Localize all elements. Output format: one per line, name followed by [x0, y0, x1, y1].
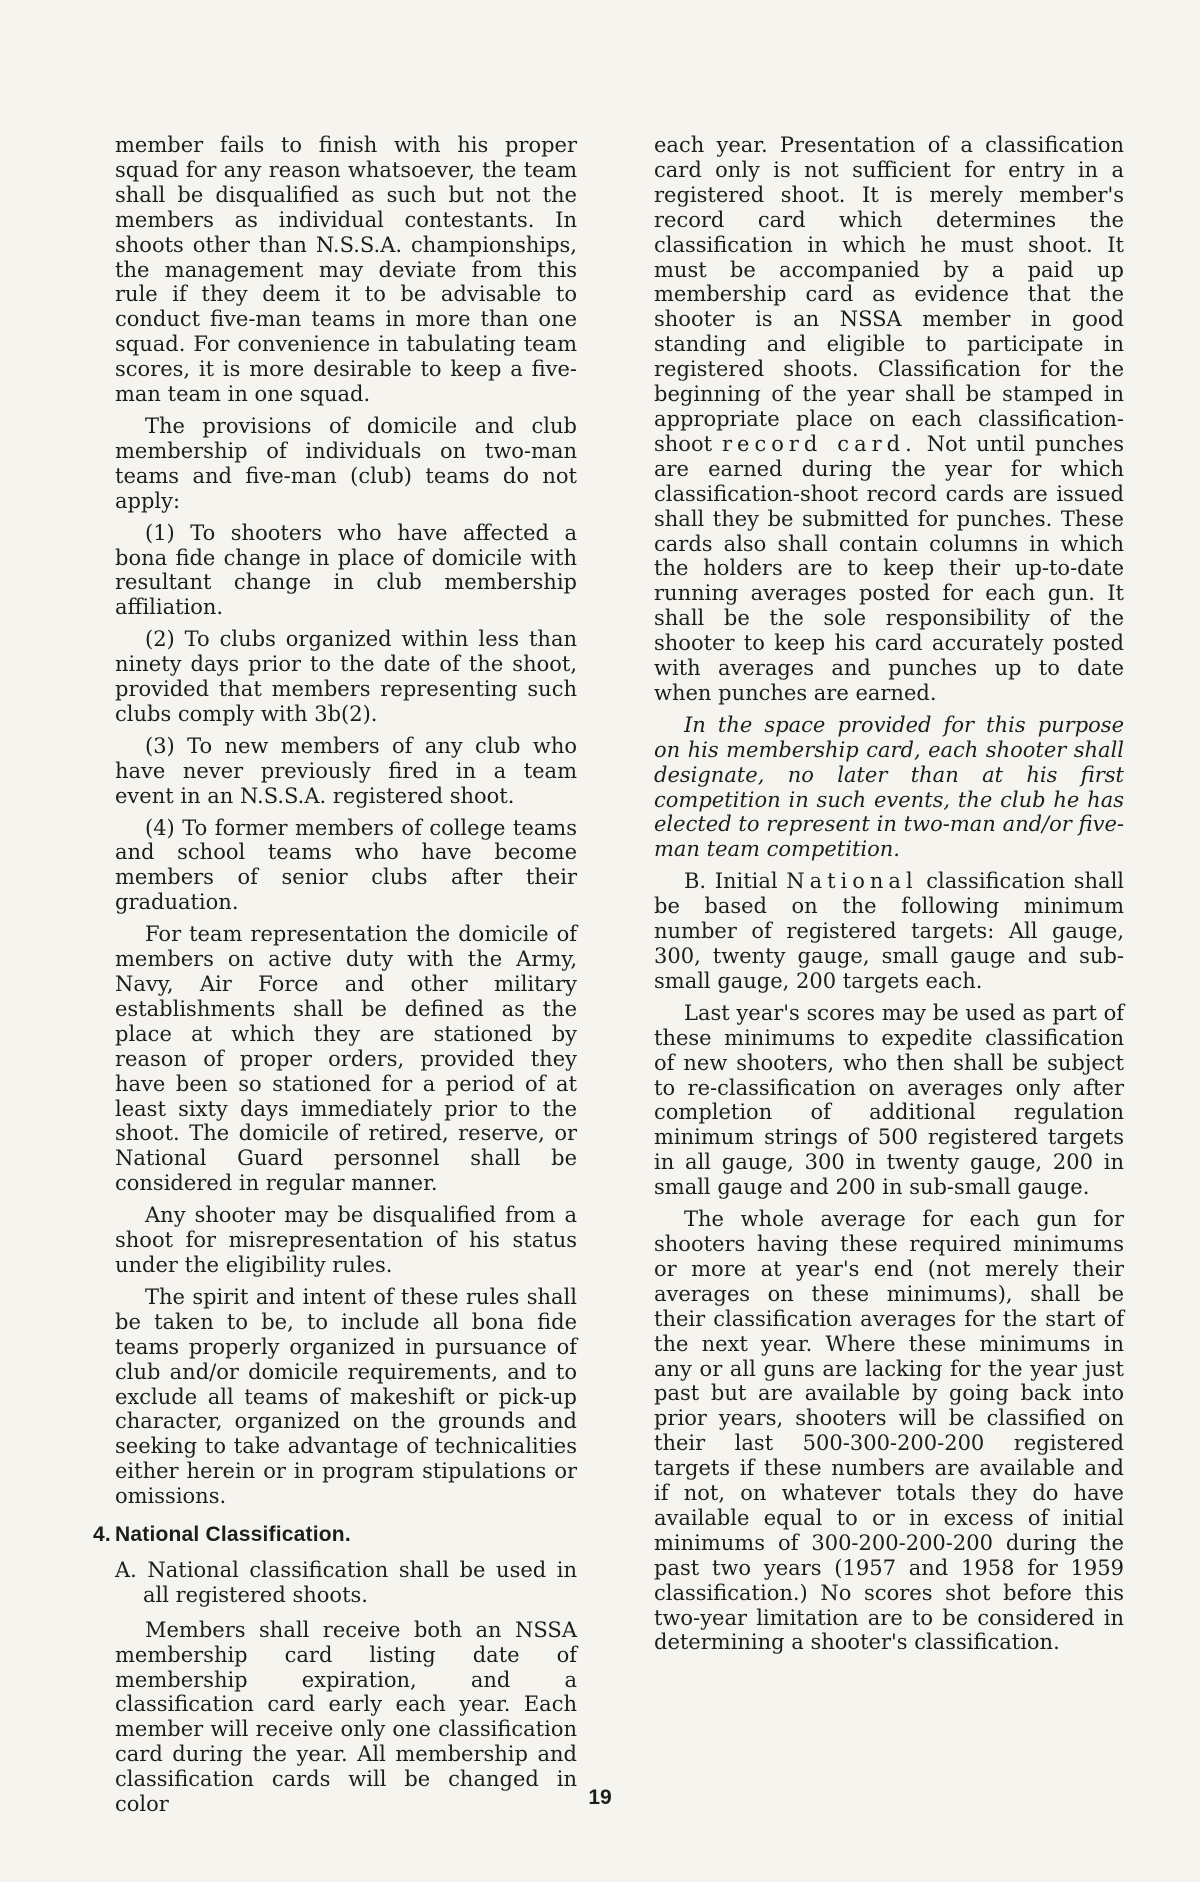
paragraph: Members shall receive both an NSSA membership card listing date of membership expiration, and a classification card early each year. Each member will receive only one classification card during the year. All membership and classification cards will be changed in color [115, 1617, 577, 1817]
paragraph: member fails to finish with his proper squad for any reason whatsoever, the team shall be disqualified as such but not the members as individual contestants. In shoots other than N.S.S.A. championships, the management may deviate from this rule if they deem it to be advisable to conduct five-man teams in more than one squad. For convenience in tabulating team scores, it is more desirable to keep a five-man team in one squad. [115, 133, 577, 407]
paragraph: The whole average for each gun for shooters having these required minimums or more at year's end (not merely their averages on these minimums), shall be their classification averages for the start of the next year. Where these minimums in any or all guns are lacking for the year just past but are available by going back into prior years, shooters will be classified on their last 500-300-200-200 registered targets if these numbers are available and if not, on whatever totals they do have available equal to or in excess of initial minimums of 300-200-200-200 during the past two years (1957 and 1958 for 1959 classification.) No scores shot before this two-year limitation are to be considered in determining a shooter's classification. [654, 1207, 1124, 1655]
paragraph: The provisions of domicile and club membership of individuals on two-man teams and five-man (club) teams do not apply: [115, 413, 577, 513]
left-column [93, 133, 577, 1824]
paragraph: (3) To new members of any club who have never previously fired in a team event in an N.S.S.A. registered shoot. [115, 733, 577, 808]
paragraph: (4) To former members of college teams and school teams who have become members of senior clubs after their graduation. [115, 815, 577, 915]
text-run: Not until punches are earned during the year for which classification-shoot record cards are issued shall they be submitted for punches. These cards also shall contain columns in which the holders are to keep their up-to-date running averages posted for each gun. It shall be the sole responsibility of the shooter to keep his card accurately posted with averages and punches up to date when punches are earned. [654, 431, 1124, 705]
paragraph: Last year's scores may be used as part of these minimums to expedite classification of new shooters, who then shall be subject to re-classification on averages only after completion of additional regulation minimum strings of 500 registered targets in all gauge, 300 in twenty gauge, 200 in small gauge and 200 in sub-small gauge. [654, 1000, 1124, 1200]
subsection-b [654, 869, 1124, 994]
section-number: 4. [93, 1523, 111, 1547]
paragraph: (2) To clubs organized within less than ninety days prior to the date of the shoot, provided that members representing such clubs comply with 3b(2). [115, 627, 577, 726]
spaced-text: National [786, 869, 918, 894]
right-column [654, 133, 1124, 1662]
text-run: B. Initial [684, 869, 778, 894]
section-title: National Classification. [115, 1523, 351, 1547]
paragraph: Any shooter may be disqualified from a shoot for misrepresentation of his status under the eligibility rules. [115, 1203, 577, 1277]
paragraph: The spirit and intent of these rules shall be taken to be, to include all bona fide teams properly organized in pursuance of club and/or domicile requirements, and to exclude all teams of makeshift or pick-up character, organized on the grounds and seeking to take advantage of technicalities either herein or in program stipulations or omissions. [115, 1284, 577, 1509]
paragraph [654, 133, 1124, 706]
page-number: 19 [588, 1786, 612, 1809]
paragraph: For team representation the domicile of members on active duty with the Army, Navy, Air Force and other military establishments shall be defined as the place at which they are stationed by reason of proper orders, provided they have been so stationed for a period of at least sixty days immediately prior to the shoot. The domicile of retired, reserve, or National Guard personnel shall be considered in regular manner. [115, 922, 577, 1196]
subsection-a: A. National classification shall be used in all registered shoots. [115, 1557, 577, 1607]
text-run: each year. Presentation of a classification card only is not sufficient for entry in a registered shoot. It is merely member's record card which determines the classification in which he must shoot. It must be accompanied by a paid up membership card as evidence that the shooter is an NSSA member in good standing and eligible to participate in registered shoots. Classification for the beginning of the year shall be stamped in appropriate place on each classification-shoot [654, 133, 1124, 456]
paragraph: (1) To shooters who have affected a bona fide change in place of domicile with resultant change in club membership affiliation. [115, 520, 577, 620]
spaced-text: record card. [722, 431, 917, 456]
section-heading [93, 1523, 577, 1548]
text-run: classification shall be based on the following minimum number of registered targets: All gauge, 300, twenty gauge, small gauge and sub-small gauge, 200 targets each. [654, 869, 1124, 993]
italic-paragraph: In the space provided for this purpose on his membership card, each shooter shall designate, no later than at his first competition in such events, the club he has elected to represent in two-man and/or five-man team competition. [654, 712, 1124, 862]
